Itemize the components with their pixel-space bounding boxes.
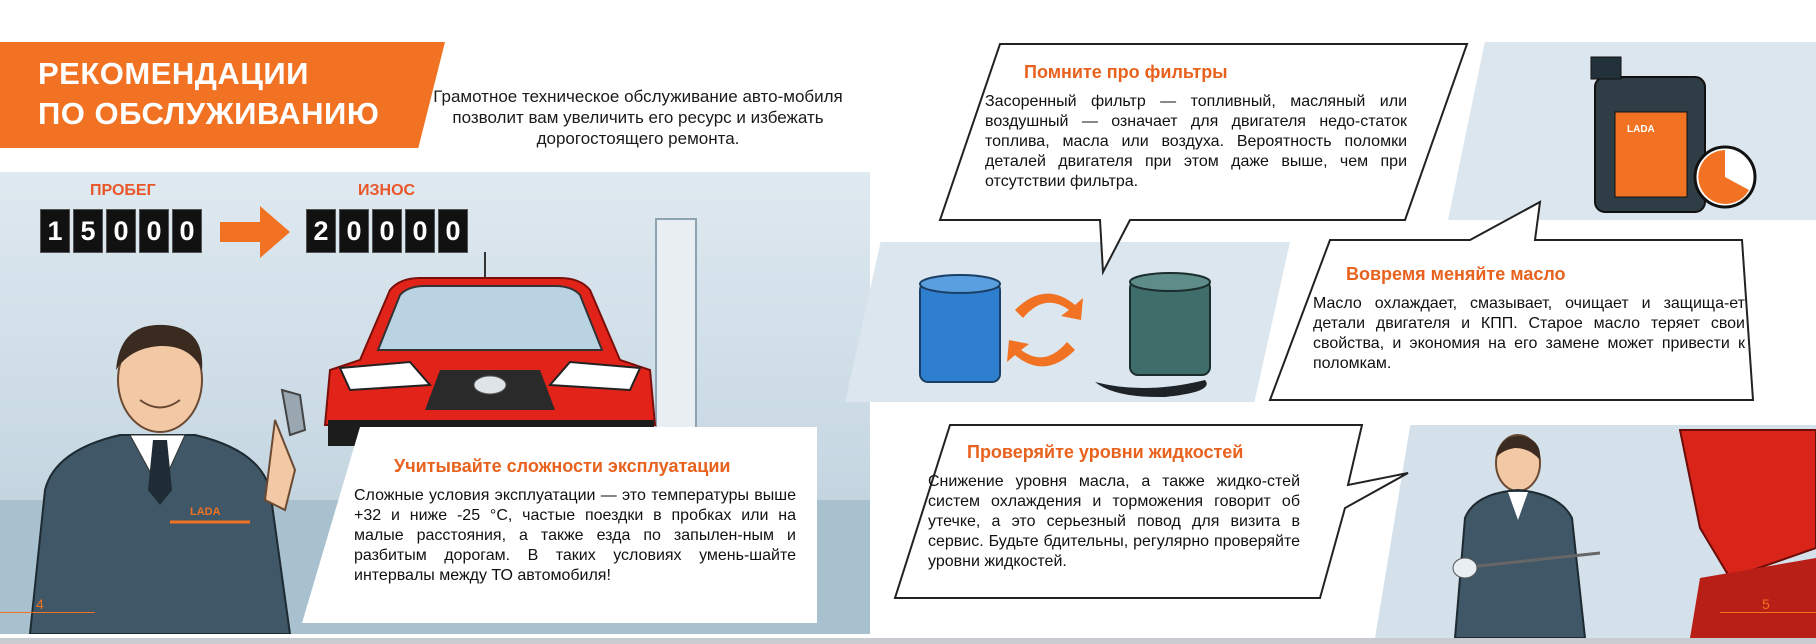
odometer-digit: 0 [106,209,136,253]
filters-title: Помните про фильтры [1024,62,1228,82]
intro-text: Грамотное техническое обслуживание авто-мобиля позволит вам увеличить его ресурс и избежать дорогостоящего ремонта. [433,87,843,148]
wear-odometer [306,209,468,253]
oil-can-illustration [1585,52,1765,217]
filters-text: Засоренный фильтр — топливный, масляный или воздушный — означает для двигателя недо-статок топлива, масла или воздуха. Вероятность поломки деталей двигателя при этом даже выше, чем при отсутствии фильтра. [985,93,1407,190]
page-title-line1: РЕКОМЕНДАЦИИ [38,56,309,91]
odometer-digit: 0 [438,209,468,253]
odometer-digit: 0 [372,209,402,253]
red-car-illustration [320,250,660,450]
odometer-digit: 5 [73,209,103,253]
odometer-digit: 2 [306,209,336,253]
page-line-right [1720,612,1816,613]
odometer-digit: 0 [139,209,169,253]
mechanic-checking-oil-illustration [1400,428,1816,638]
mechanic-illustration [20,300,340,634]
uniform-logo: LADA [190,506,221,518]
page-number-left: 4 [36,596,44,612]
oil-text: Масло охлаждает, смазывает, очищает и защища-ет детали двигателя и КПП. Старое масло теряет свои свойства, и экономия на его замене может привести к поломкам. [1313,295,1745,372]
oil-can-logo: LADA [1627,124,1655,135]
page-number-right: 5 [1762,596,1770,612]
odometer-digit: 1 [40,209,70,253]
odometer-digit: 0 [405,209,435,253]
odometer-digit: 0 [339,209,369,253]
fluids-title: Проверяйте уровни жидкостей [967,442,1244,462]
fluids-text: Снижение уровня масла, а также жидко-стей систем охлаждения и торможения говорит об утечке, а это серьезный повод для визита в сервис. Будьте бдительны, регулярно проверяйте уровни жидкостей. [928,473,1300,570]
conditions-title: Учитывайте сложности эксплуатации [394,456,731,476]
page-line-left [0,612,95,613]
oil-title: Вовремя меняйте масло [1346,264,1566,284]
mileage-odometer [40,209,202,253]
page-bottom-edge [0,638,1816,644]
mileage-label: ПРОБЕГ [90,182,156,199]
garage-pillar [655,218,697,448]
oil-filters-illustration [915,270,1245,398]
wear-label: ИЗНОС [358,182,416,199]
arrow-right-icon [220,204,292,260]
odometer-digit: 0 [172,209,202,253]
conditions-text: Сложные условия эксплуатации — это температуры выше +32 и ниже -25 °С, частые поездки в пробках или на малые расстояния, а также езда по запылен-ным и разбитым дорогам. В таких условиях умень-шайте интервалы между ТО автомобиля! [354,487,796,584]
page-title-line2: ПО ОБСЛУЖИВАНИЮ [38,96,380,131]
